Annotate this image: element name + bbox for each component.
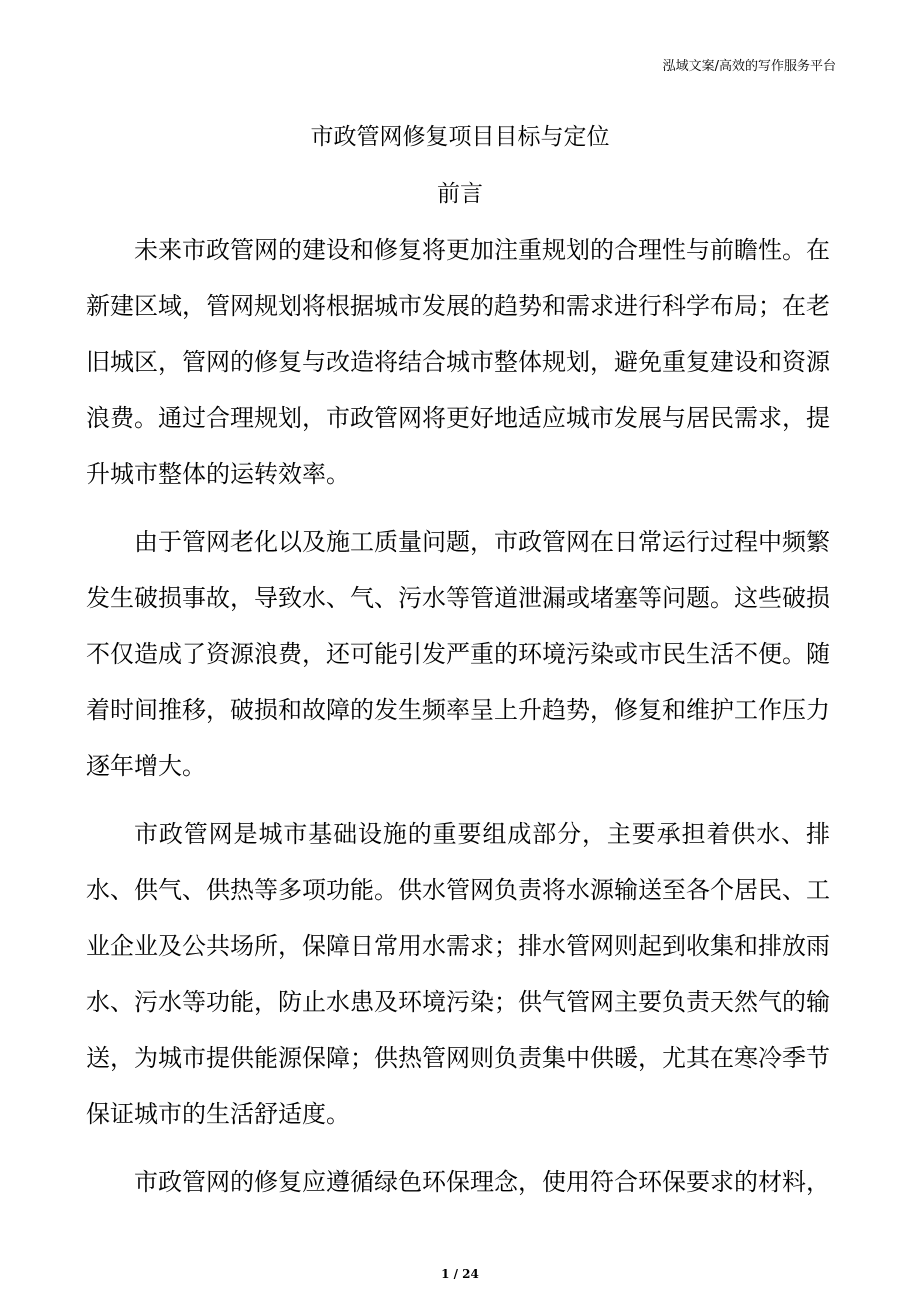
paragraph: 未来市政管网的建设和修复将更加注重规划的合理性与前瞻性。在新建区域，管网规划将根据城市发展的趋势和需求进行科学布局；在老旧城区，管网的修复与改造将结合城市整体规划，避免重复建设和资源浪费。通过合理规划，市政管网将更好地适应城市发展与居民需求，提升城市整体的运转效率。 xyxy=(86,236,830,488)
paragraph: 市政管网的修复应遵循绿色环保理念，使用符合环保要求的材料， xyxy=(134,1168,830,1196)
section-heading: 前言 xyxy=(437,181,483,207)
paragraph: 市政管网是城市基础设施的重要组成部分，主要承担着供水、排水、供气、供热等多项功能。供水管网负责将水源输送至各个居民、工业企业及公共场所，保障日常用水需求；排水管网则起到收集和排放雨水、污水等功能，防止水患及环境污染；供气管网主要负责天然气的输送，为城市提供能源保障；供热管网则负责集中供暖，尤其在寒冷季节保证城市的生活舒适度。 xyxy=(86,820,830,1128)
page-header: 泓域文案/高效的写作服务平台 xyxy=(662,59,836,74)
document-body xyxy=(86,222,830,1210)
page-number: 1 / 24 xyxy=(441,1267,479,1281)
paragraph: 由于管网老化以及施工质量问题，市政管网在日常运行过程中频繁发生破损事故，导致水、气、污水等管道泄漏或堵塞等问题。这些破损不仅造成了资源浪费，还可能引发严重的环境污染或市民生活不便。随着时间推移，破损和故障的发生频率呈上升趋势，修复和维护工作压力逐年增大。 xyxy=(86,528,830,780)
document-title: 市政管网修复项目目标与定位 xyxy=(310,124,610,150)
